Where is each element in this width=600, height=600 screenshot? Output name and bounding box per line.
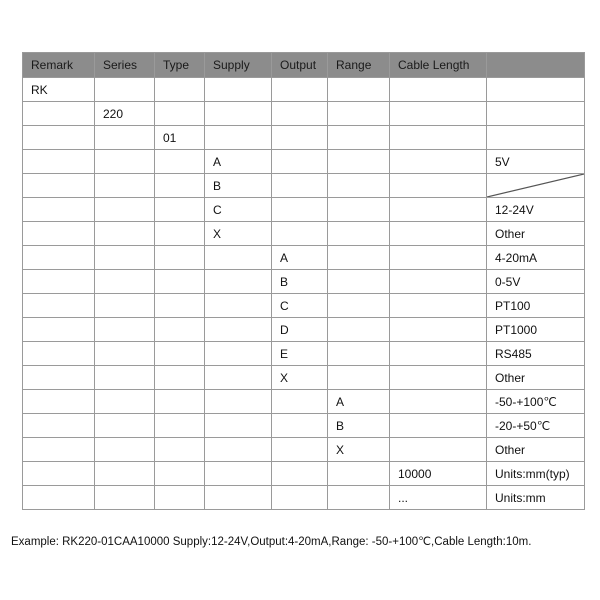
table-cell: [272, 462, 328, 486]
table-cell: [23, 198, 95, 222]
diagonal-line: [487, 174, 584, 197]
table-cell: [95, 342, 155, 366]
table-cell: [23, 486, 95, 510]
table-cell: RS485: [487, 342, 585, 366]
table-cell: [328, 198, 390, 222]
table-cell: RK: [23, 78, 95, 102]
table-cell: [155, 270, 205, 294]
table-cell: [155, 294, 205, 318]
table-cell: [95, 174, 155, 198]
table-cell: [328, 366, 390, 390]
table-cell: [95, 462, 155, 486]
table-row: [23, 150, 585, 174]
table-cell: Units:mm: [487, 486, 585, 510]
table-row: [23, 438, 585, 462]
table-cell: [272, 126, 328, 150]
table-row: [23, 126, 585, 150]
table-cell: Other: [487, 366, 585, 390]
header-type: Type: [155, 53, 205, 78]
table-cell: [95, 222, 155, 246]
table-cell: [23, 150, 95, 174]
table-cell: [328, 246, 390, 270]
table-cell: [328, 342, 390, 366]
table-cell: [272, 486, 328, 510]
table-row: [23, 294, 585, 318]
table-cell: [272, 222, 328, 246]
table-cell: C: [205, 198, 272, 222]
header-supply: Supply: [205, 53, 272, 78]
table-cell: [390, 198, 487, 222]
table-row: [23, 246, 585, 270]
table-cell: [95, 294, 155, 318]
table-cell: [205, 270, 272, 294]
table-cell: 220: [95, 102, 155, 126]
table-cell: [487, 126, 585, 150]
table-cell: [205, 414, 272, 438]
table-cell: ...: [390, 486, 487, 510]
table-cell: [155, 246, 205, 270]
table-cell: 01: [155, 126, 205, 150]
table-cell: [390, 438, 487, 462]
table-cell: [272, 174, 328, 198]
table-cell: [390, 126, 487, 150]
header-series: Series: [95, 53, 155, 78]
table-row: [23, 486, 585, 510]
header-remark: Remark: [23, 53, 95, 78]
table-cell: -20-+50℃: [487, 414, 585, 438]
table-cell: [272, 414, 328, 438]
ordering-code-table: [22, 52, 585, 510]
table-cell: X: [272, 366, 328, 390]
table-cell: [272, 78, 328, 102]
table-cell: [95, 198, 155, 222]
table-cell: C: [272, 294, 328, 318]
header-output: Output: [272, 53, 328, 78]
table-cell: [155, 390, 205, 414]
table-cell: A: [328, 390, 390, 414]
header-description: [487, 53, 585, 78]
table-cell: [328, 78, 390, 102]
table-cell: [155, 438, 205, 462]
table-cell: [23, 342, 95, 366]
table-cell: [390, 150, 487, 174]
table-cell: [205, 438, 272, 462]
table-row: [23, 318, 585, 342]
table-cell: [328, 174, 390, 198]
table-cell: [155, 342, 205, 366]
table-cell: [390, 78, 487, 102]
table-cell: Other: [487, 438, 585, 462]
table-cell: [205, 486, 272, 510]
table-cell: [155, 102, 205, 126]
table-cell: [23, 222, 95, 246]
table-cell: [95, 78, 155, 102]
table-cell: [23, 414, 95, 438]
table-body: [23, 78, 585, 510]
header-cable-length: Cable Length: [390, 53, 487, 78]
table-cell: [272, 390, 328, 414]
table-cell: [205, 462, 272, 486]
table-cell: [23, 270, 95, 294]
table-cell: B: [272, 270, 328, 294]
table-row: [23, 462, 585, 486]
table-cell: 0-5V: [487, 270, 585, 294]
table-cell: [390, 342, 487, 366]
table-cell: [328, 294, 390, 318]
table-cell: [328, 222, 390, 246]
table-cell: [95, 150, 155, 174]
table-cell: PT100: [487, 294, 585, 318]
table-cell: [23, 462, 95, 486]
table-header-row: [23, 53, 585, 78]
table-cell: [272, 150, 328, 174]
table-cell: B: [328, 414, 390, 438]
table-cell: [23, 366, 95, 390]
table-cell: [390, 174, 487, 198]
table-cell: A: [272, 246, 328, 270]
table-cell: [155, 78, 205, 102]
table-cell: Units:mm(typ): [487, 462, 585, 486]
table-cell: [390, 294, 487, 318]
table-cell: [390, 246, 487, 270]
table-row: [23, 414, 585, 438]
table-cell: [23, 174, 95, 198]
table-cell: [23, 438, 95, 462]
table-row: [23, 342, 585, 366]
table-cell: -50-+100℃: [487, 390, 585, 414]
table-cell: [205, 294, 272, 318]
table-cell: [95, 126, 155, 150]
table-row: [23, 390, 585, 414]
table-cell: [328, 270, 390, 294]
table-cell: 4-20mA: [487, 246, 585, 270]
table-cell: [155, 222, 205, 246]
table-cell: [487, 102, 585, 126]
table-cell: [155, 486, 205, 510]
table-cell: 10000: [390, 462, 487, 486]
table-cell: 5V: [487, 150, 585, 174]
table-cell: [205, 102, 272, 126]
table-cell: [390, 414, 487, 438]
table-cell: [155, 414, 205, 438]
table-cell: [328, 102, 390, 126]
table-cell: [390, 102, 487, 126]
table-cell: [390, 318, 487, 342]
table-row: [23, 174, 585, 198]
table-cell: [95, 366, 155, 390]
table-cell: [272, 198, 328, 222]
table-cell: [95, 414, 155, 438]
table-cell: [390, 270, 487, 294]
table-cell: [390, 222, 487, 246]
table-cell: [155, 318, 205, 342]
table-cell: [205, 126, 272, 150]
diagonal-slash-cell: [487, 174, 585, 198]
table-cell: [95, 390, 155, 414]
table-cell: Other: [487, 222, 585, 246]
table-cell: [155, 462, 205, 486]
table-cell: PT1000: [487, 318, 585, 342]
table-cell: [95, 318, 155, 342]
table-cell: [487, 78, 585, 102]
table-cell: [23, 126, 95, 150]
table-cell: [155, 198, 205, 222]
header-range: Range: [328, 53, 390, 78]
table-cell: [205, 246, 272, 270]
table-cell: [95, 438, 155, 462]
table-cell: [272, 102, 328, 126]
table-cell: [205, 366, 272, 390]
table-cell: D: [272, 318, 328, 342]
table-cell: [205, 342, 272, 366]
table-cell: [328, 318, 390, 342]
table-cell: [272, 438, 328, 462]
example-note: Example: RK220-01CAA10000 Supply:12-24V,Output:4-20mA,Range: -50-+100℃,Cable Length:10m.: [11, 536, 532, 548]
table-cell: [23, 318, 95, 342]
table-cell: [328, 486, 390, 510]
table-row: [23, 198, 585, 222]
table-cell: [205, 318, 272, 342]
table-cell: [23, 294, 95, 318]
table-cell: [205, 390, 272, 414]
table-cell: [390, 366, 487, 390]
table-cell: X: [205, 222, 272, 246]
table-cell: X: [328, 438, 390, 462]
table-cell: [95, 270, 155, 294]
table-cell: [95, 246, 155, 270]
table-cell: 12-24V: [487, 198, 585, 222]
table-cell: E: [272, 342, 328, 366]
table-cell: [390, 390, 487, 414]
table-cell: [328, 126, 390, 150]
ordering-code-sheet: [22, 52, 585, 510]
table-cell: [23, 102, 95, 126]
table-row: [23, 270, 585, 294]
table-row: [23, 366, 585, 390]
table-row: [23, 222, 585, 246]
table-row: [23, 102, 585, 126]
table-cell: [23, 390, 95, 414]
table-cell: B: [205, 174, 272, 198]
table-cell: [205, 78, 272, 102]
table-cell: [23, 246, 95, 270]
table-cell: [155, 174, 205, 198]
table-cell: [155, 150, 205, 174]
table-cell: [95, 486, 155, 510]
table-cell: [328, 462, 390, 486]
table-cell: A: [205, 150, 272, 174]
table-cell: [155, 366, 205, 390]
table-cell: [328, 150, 390, 174]
table-row: [23, 78, 585, 102]
